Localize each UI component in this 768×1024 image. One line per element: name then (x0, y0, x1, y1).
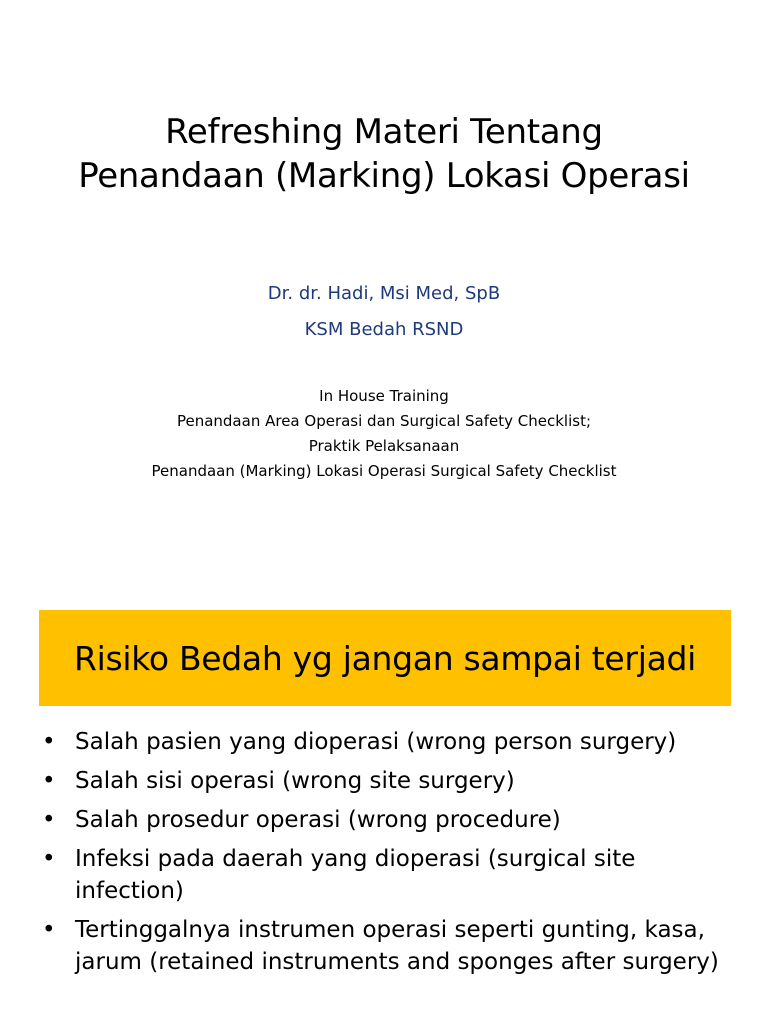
bullet-icon: • (42, 768, 56, 794)
slide-title-line-2: Penandaan (Marking) Lokasi Operasi (78, 156, 690, 196)
list-item-text: Salah prosedur operasi (wrong procedure) (75, 807, 561, 833)
training-line-3: Praktik Pelaksanaan (308, 437, 460, 455)
list-item (42, 804, 742, 836)
list-item-text: Infeksi pada daerah yang dioperasi (surgical site infection) (75, 846, 636, 904)
training-info (0, 384, 768, 484)
list-item (42, 765, 742, 797)
training-line-1: In House Training (319, 387, 449, 405)
department-name: KSM Bedah RSND (304, 319, 464, 340)
list-item (42, 726, 742, 758)
presenter-info (0, 276, 768, 348)
bullet-icon: • (42, 729, 56, 755)
risk-list (42, 726, 742, 985)
risk-banner (39, 610, 731, 706)
bullet-icon: • (42, 807, 56, 833)
list-item (42, 843, 742, 907)
training-line-4: Penandaan (Marking) Lokasi Operasi Surgical Safety Checklist (151, 462, 617, 480)
bullet-icon: • (42, 846, 56, 872)
list-item-text: Tertinggalnya instrumen operasi seperti gunting, kasa, jarum (retained instruments and sponges after surgery) (75, 917, 719, 975)
list-item-text: Salah pasien yang dioperasi (wrong person surgery) (75, 729, 677, 755)
training-line-2: Penandaan Area Operasi dan Surgical Safety Checklist; (176, 412, 592, 430)
banner-title: Risiko Bedah yg jangan sampai terjadi (73, 638, 697, 678)
list-item (42, 914, 742, 978)
slide-title (0, 110, 768, 198)
author-name: Dr. dr. Hadi, Msi Med, SpB (267, 283, 501, 304)
slide-title-line-1: Refreshing Materi Tentang (165, 112, 603, 152)
list-item-text: Salah sisi operasi (wrong site surgery) (75, 768, 515, 794)
bullet-icon: • (42, 917, 56, 943)
